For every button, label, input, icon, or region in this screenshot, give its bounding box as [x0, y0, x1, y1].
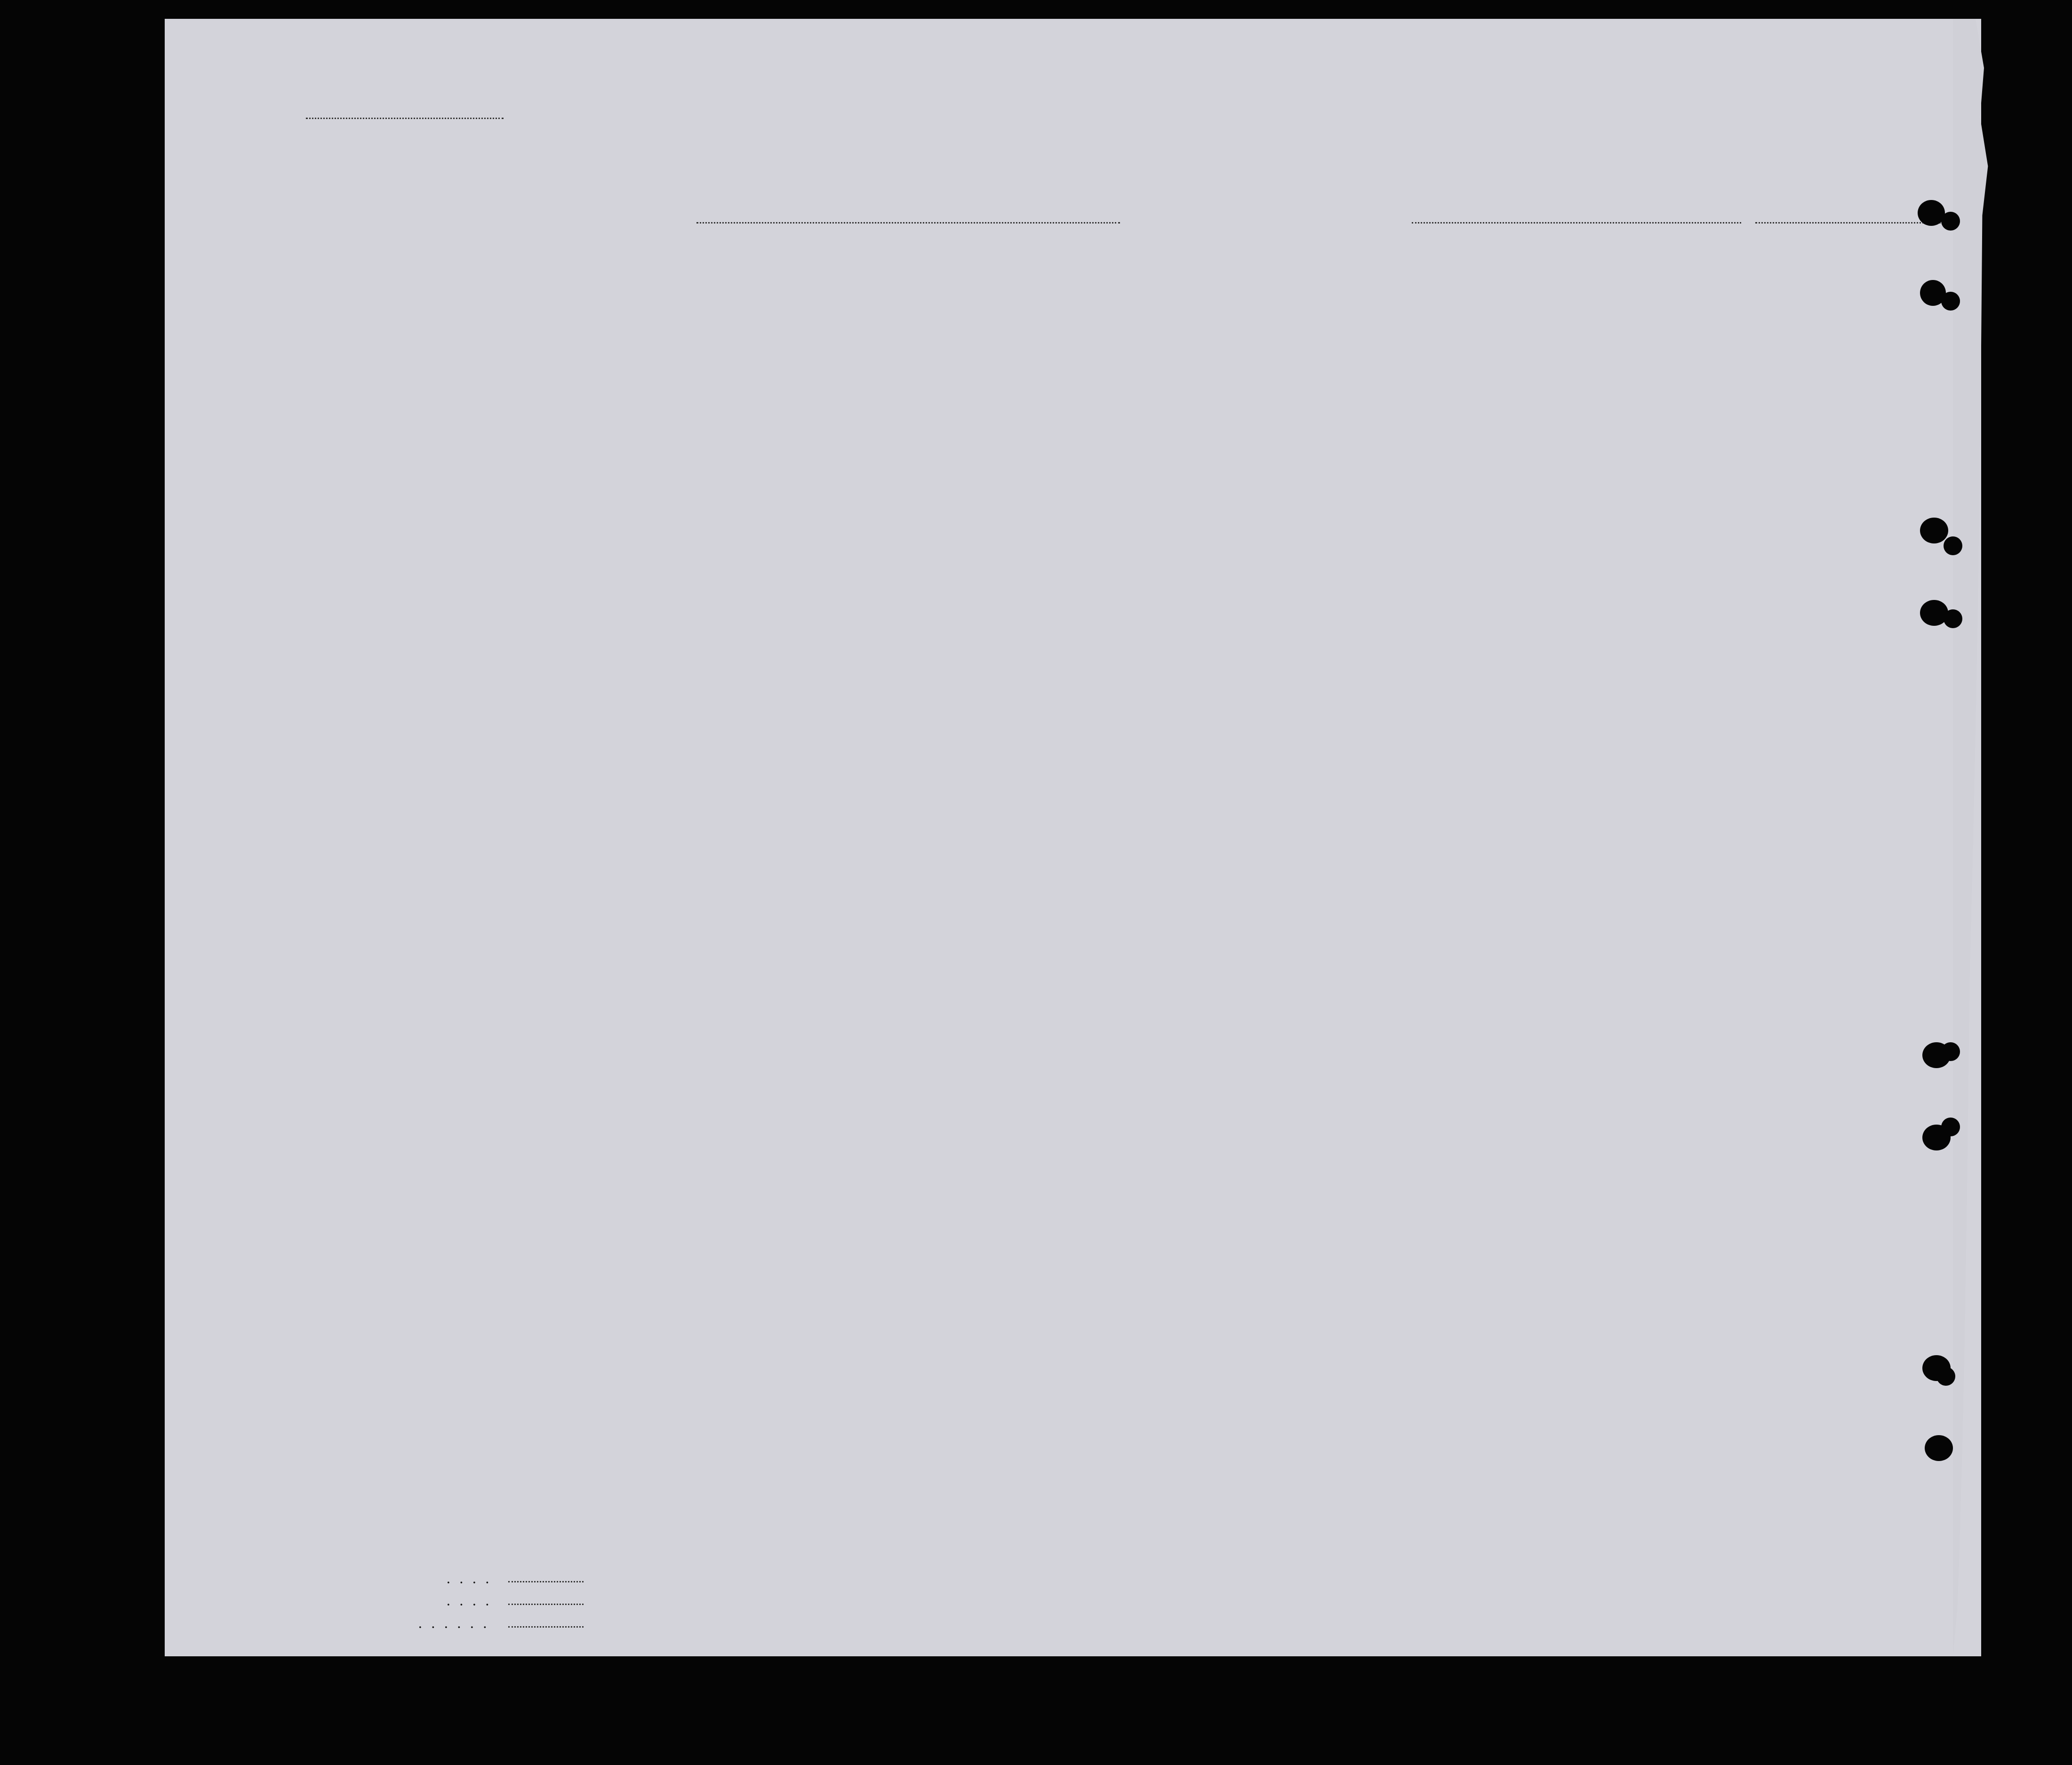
binder-hole [1920, 518, 1948, 543]
aliens-line [508, 1626, 584, 1628]
total-passengers-line [508, 1581, 584, 1582]
binder-hole [1941, 292, 1960, 311]
binder-hole [1936, 1367, 1955, 1386]
us-citizens-dots: . . . . [447, 1596, 493, 1608]
binder-hole [1941, 1118, 1960, 1136]
manifest-sheet [165, 19, 1981, 1656]
binder-hole [1941, 212, 1960, 231]
aliens-dots: . . . . . . [419, 1619, 490, 1630]
manifest-grid [165, 19, 1981, 1656]
binder-hole [1941, 1042, 1960, 1061]
total-passengers-dots: . . . . [447, 1574, 493, 1586]
binder-hole [1925, 1435, 1953, 1461]
us-citizens-line [508, 1604, 584, 1605]
torn-edge [1953, 19, 2009, 1656]
binder-hole [1944, 609, 1962, 628]
binder-hole [1944, 536, 1962, 555]
